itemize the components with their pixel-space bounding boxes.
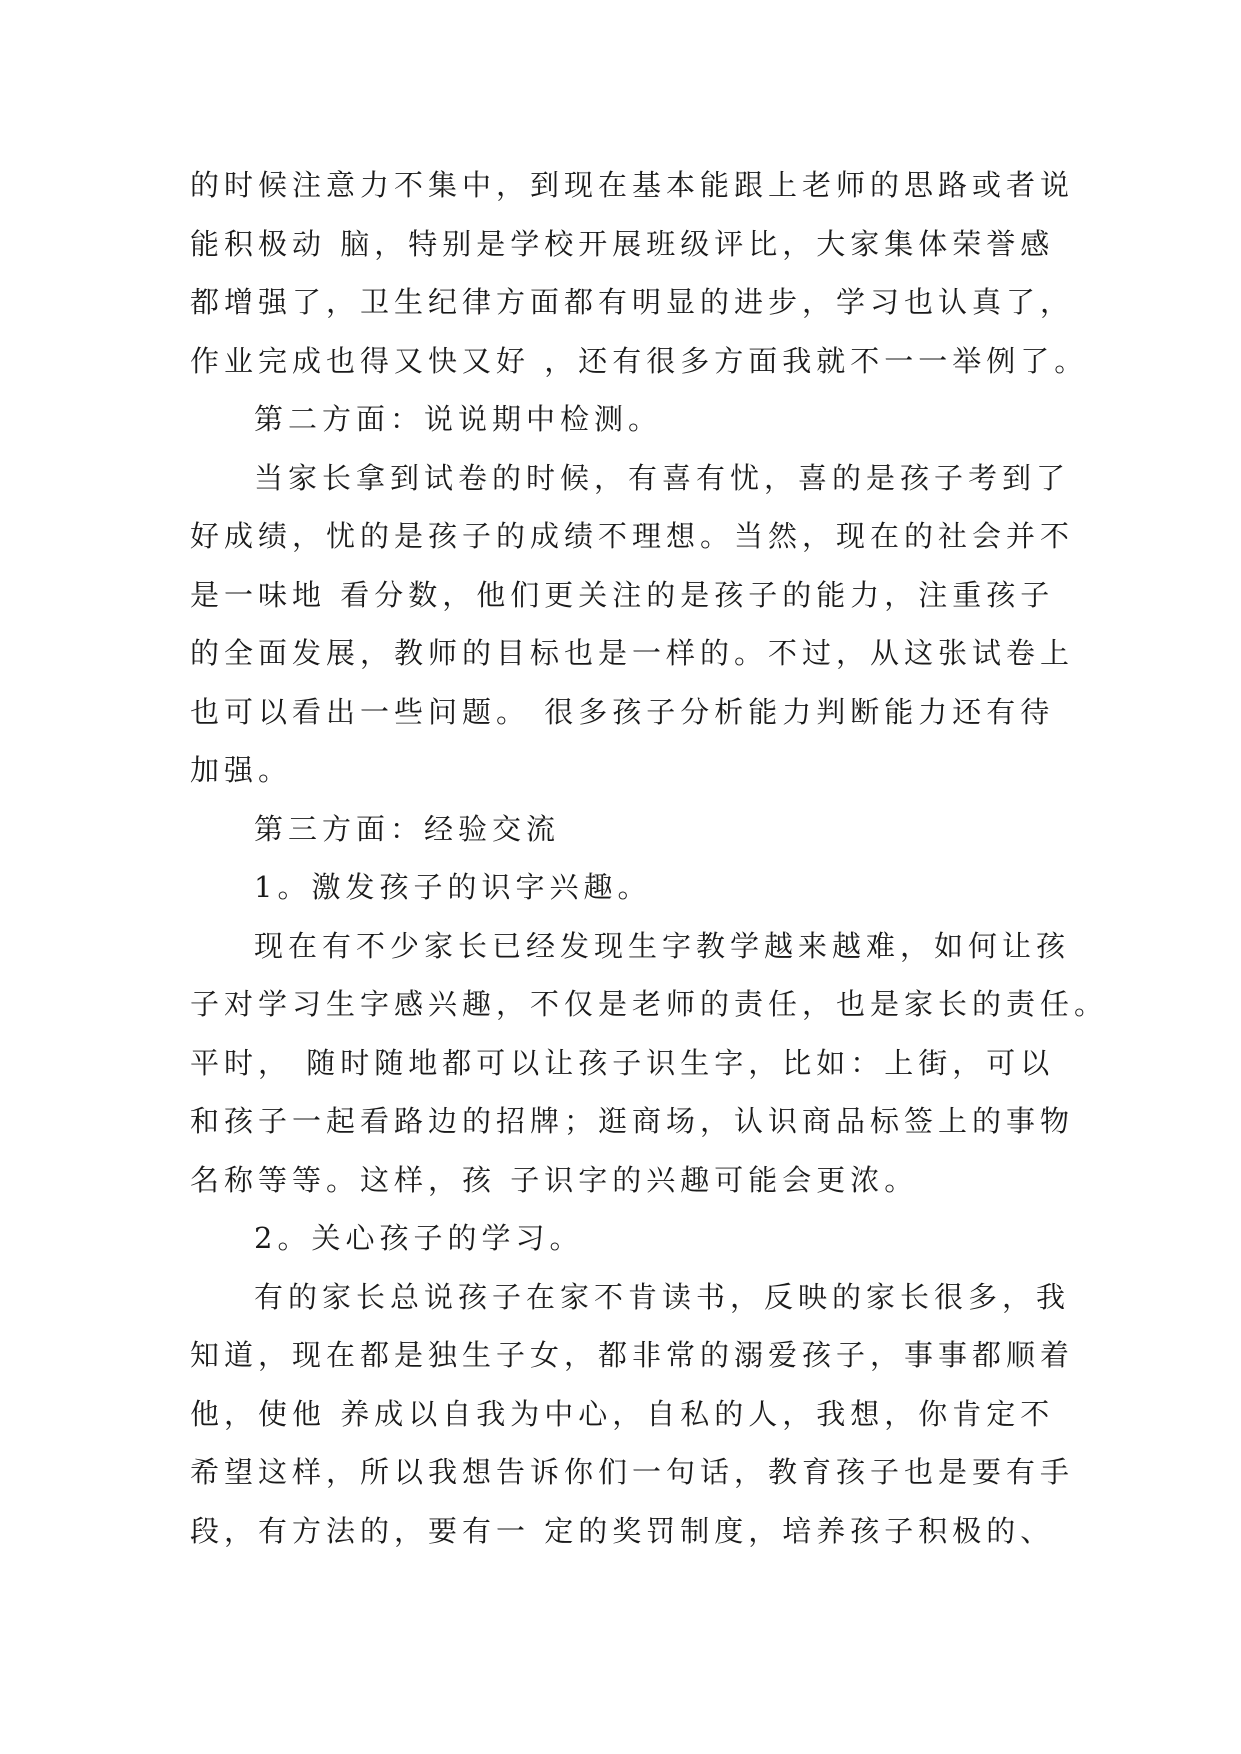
text-line: 现在有不少家长已经发现生字教学越来越难，如何让孩 bbox=[254, 928, 1071, 963]
text-line: 也可以看出一些问题。 很多孩子分析能力判断能力还有待 bbox=[190, 694, 1055, 729]
text-line: 知道，现在都是独生子女，都非常的溺爱孩子，事事都顺着 bbox=[190, 1338, 1075, 1372]
section-heading: 第三方面：经验交流 bbox=[254, 811, 561, 846]
text-line: 能积极动 脑，特别是学校开展班级评比，大家集体荣誉感 bbox=[190, 226, 1055, 261]
text-line: 和孩子一起看路边的招牌；逛商场，认识商品标签上的事物 bbox=[190, 1104, 1075, 1138]
text-line: 是一味地 看分数，他们更关注的是孩子的能力，注重孩子 bbox=[190, 577, 1055, 612]
text-line: 的全面发展，教师的目标也是一样的。不过，从这张试卷上 bbox=[190, 636, 1075, 670]
section-heading: 第二方面：说说期中检测。 bbox=[254, 402, 663, 436]
text-line: 都增强了，卫生纪律方面都有明显的进步，学习也认真了， bbox=[190, 285, 1075, 319]
text-line: 好成绩，忧的是孩子的成绩不理想。当然，现在的社会并不 bbox=[190, 519, 1075, 553]
text-line: 有的家长总说孩子在家不肯读书，反映的家长很多，我 bbox=[254, 1279, 1071, 1314]
subsection-heading: 2。关心孩子的学习。 bbox=[254, 1221, 584, 1255]
text-line: 名称等等。这样，孩 子识字的兴趣可能会更浓。 bbox=[190, 1162, 919, 1197]
subsection-heading: 1。激发孩子的识字兴趣。 bbox=[254, 870, 652, 904]
text-line: 当家长拿到试卷的时候，有喜有忧，喜的是孩子考到了 bbox=[254, 460, 1071, 495]
text-line: 子对学习生字感兴趣，不仅是老师的责任，也是家长的责任。 bbox=[190, 987, 1109, 1021]
text-line: 段，有方法的，要有一 定的奖罚制度，培养孩子积极的、 bbox=[190, 1513, 1055, 1548]
text-line: 平时， 随时随地都可以让孩子识生字，比如：上街，可以 bbox=[190, 1045, 1055, 1080]
text-line: 他，使他 养成以自我为中心，自私的人，我想，你肯定不 bbox=[190, 1396, 1055, 1431]
text-line: 作业完成也得又快又好 ，还有很多方面我就不一一举例了。 bbox=[190, 343, 1089, 378]
text-line: 加强。 bbox=[190, 753, 293, 787]
document-body bbox=[190, 156, 1109, 1560]
text-line: 的时候注意力不集中，到现在基本能跟上老师的思路或者说 bbox=[190, 168, 1075, 202]
text-line: 希望这样，所以我想告诉你们一句话，教育孩子也是要有手 bbox=[190, 1455, 1075, 1489]
